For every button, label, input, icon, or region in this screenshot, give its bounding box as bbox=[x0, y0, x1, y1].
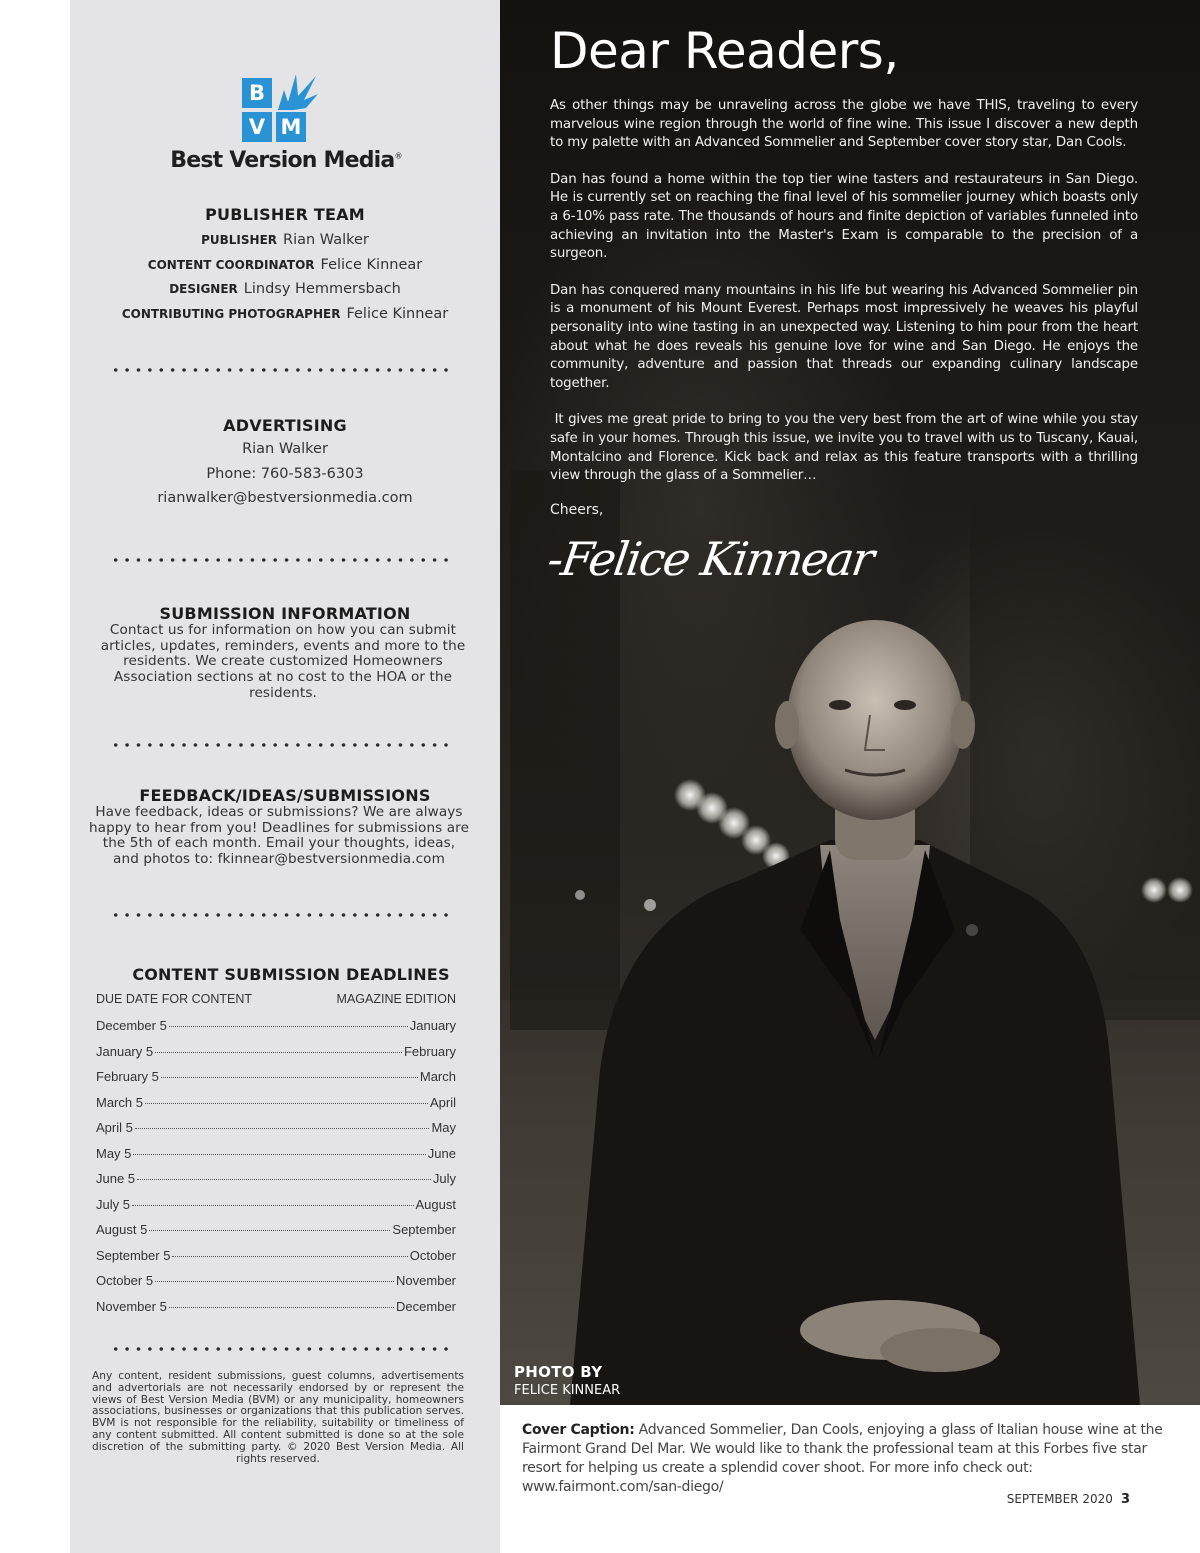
cover-caption-label: Cover Caption: bbox=[522, 1422, 635, 1438]
letter-paragraph: As other things may be unraveling across the globe we have THIS, traveling to every marvelous wine region through the world of fine wine. This issue I discover a new depth to my palette with an Advanced Sommelier and September cover story star, Dan Cools. bbox=[550, 98, 1138, 151]
deadline-due-date: July 5 bbox=[96, 1196, 130, 1212]
role-label: CONTRIBUTING PHOTOGRAPHER bbox=[121, 306, 341, 321]
dotted-divider bbox=[110, 1347, 452, 1351]
cover-photo bbox=[500, 0, 1200, 1405]
dot-leader bbox=[155, 1281, 394, 1282]
letter-paragraph: Dan has found a home within the top tier wine tasters and restaurateurs in San Diego. He is currently set on reaching the final level of his sommelier journey which boasts only a 6-10% pass rate. The thousands of hours and finite depiction of variables funneled into achieving an invitation into the Master's Exam is comparable to the precision of a surgeon. bbox=[550, 171, 1138, 262]
dot-leader bbox=[149, 1230, 390, 1231]
dotted-divider bbox=[110, 558, 452, 562]
editor-signature: -Felice Kinnear bbox=[544, 532, 876, 586]
page-number: 3 bbox=[1120, 1492, 1130, 1507]
trademark-symbol: ® bbox=[394, 151, 402, 161]
role-name: Felice Kinnear bbox=[346, 305, 449, 322]
dotted-divider bbox=[110, 368, 452, 372]
dot-leader bbox=[169, 1307, 394, 1308]
deadline-rows bbox=[96, 1018, 456, 1324]
disclaimer-text: Any content, resident submissions, guest columns, advertisements and advertorials are not necessarily endorsed by or represent the views of Best Version Media (BVM) or any municipality, homeowners associations, businesses or organizations that this publication serves. BVM is not responsible for the reliability, suitability or timeliness of any content submitted. All content submitted is done so at the sole discretion of the submitting party. © 2020 Best Version Media. All rights reserved. bbox=[92, 1370, 464, 1465]
deadlines-table bbox=[96, 992, 456, 1324]
deadline-edition: April bbox=[429, 1094, 456, 1110]
deadline-edition: December bbox=[396, 1298, 456, 1314]
letter-title: Dear Readers, bbox=[550, 22, 899, 80]
role-name: Felice Kinnear bbox=[320, 256, 423, 273]
role-designer bbox=[70, 277, 500, 302]
photo-credit-label: PHOTO BY bbox=[514, 1363, 603, 1381]
issue-date: SEPTEMBER 2020 bbox=[1006, 1492, 1113, 1506]
deadline-row bbox=[96, 1044, 456, 1070]
submission-info-heading: SUBMISSION INFORMATION bbox=[159, 604, 411, 623]
photo-credit bbox=[514, 1363, 620, 1398]
deadline-row bbox=[96, 1222, 456, 1248]
deadline-row bbox=[96, 1146, 456, 1172]
submission-info-text: Contact us for information on how you can submit articles, updates, reminders, events and more to the residents. We create customized Homeowners Association sections at no cost to the HOA or the residents. bbox=[100, 622, 466, 701]
submission-info-section bbox=[70, 604, 500, 702]
role-label: PUBLISHER bbox=[201, 233, 278, 247]
role-content-coordinator bbox=[70, 253, 500, 278]
letter-closing: Cheers, bbox=[550, 502, 604, 518]
dot-leader bbox=[172, 1256, 407, 1257]
logo-letter-b: B bbox=[242, 78, 272, 108]
logo-letter-v: V bbox=[242, 112, 272, 142]
publisher-team-section bbox=[70, 205, 500, 326]
deadline-edition: July bbox=[432, 1171, 456, 1186]
cover-caption bbox=[522, 1421, 1182, 1497]
deadline-due-date: April 5 bbox=[96, 1120, 133, 1135]
deadline-due-date: January 5 bbox=[96, 1043, 154, 1059]
dot-leader bbox=[132, 1205, 414, 1206]
advertising-heading: ADVERTISING bbox=[223, 416, 347, 435]
photo-credit-name: FELICE KINNEAR bbox=[514, 1383, 621, 1398]
deadlines-table-header bbox=[96, 992, 456, 1012]
dotted-divider bbox=[110, 913, 452, 917]
deadline-row bbox=[96, 1018, 456, 1044]
letter-paragraph: It gives me great pride to bring to you the very best from the art of wine while you stay safe in your homes. Through this issue, we invite you to travel with us to Tuscany, Kauai, Montalcino and Florence. Kick back and relax as this feature transports with a thrilling view through the glass of a Sommelier… bbox=[550, 412, 1143, 484]
edition-column-header: MAGAZINE EDITION bbox=[336, 992, 456, 1006]
dot-leader bbox=[137, 1179, 431, 1180]
deadline-edition: February bbox=[403, 1043, 456, 1059]
advertising-section bbox=[70, 416, 500, 511]
advertising-email-link[interactable]: rianwalker@bestversionmedia.com bbox=[157, 490, 413, 506]
deadline-row bbox=[96, 1248, 456, 1274]
role-name: Rian Walker bbox=[283, 232, 369, 248]
deadline-edition: October bbox=[409, 1247, 456, 1263]
deadline-edition: January bbox=[409, 1018, 456, 1033]
logo-wordmark bbox=[166, 148, 406, 173]
role-contributing-photographer bbox=[70, 302, 500, 327]
starburst-icon bbox=[274, 72, 318, 112]
wordmark-text: Best Version Media bbox=[170, 148, 395, 173]
deadline-row bbox=[96, 1120, 456, 1146]
deadline-row bbox=[96, 1273, 456, 1299]
deadline-edition: August bbox=[415, 1196, 456, 1212]
deadline-edition: September bbox=[392, 1222, 456, 1237]
dot-leader bbox=[145, 1103, 428, 1104]
bvm-logo bbox=[166, 72, 406, 182]
deadline-due-date: February 5 bbox=[96, 1069, 159, 1084]
feedback-section bbox=[70, 786, 500, 868]
due-date-column-header: DUE DATE FOR CONTENT bbox=[96, 992, 253, 1006]
deadlines-heading-block bbox=[70, 965, 500, 984]
deadline-edition: March bbox=[419, 1069, 456, 1084]
deadline-due-date: June 5 bbox=[96, 1171, 136, 1186]
deadline-edition: June bbox=[427, 1145, 456, 1161]
page-folio bbox=[1007, 1492, 1130, 1507]
role-label: CONTENT COORDINATOR bbox=[147, 257, 315, 272]
deadline-row bbox=[96, 1095, 456, 1121]
letter-paragraph: Dan has conquered many mountains in his life but wearing his Advanced Sommelier pin is a monument of his Mount Everest. Perhaps most impressively he weaves his playful personality into wine tasting in an unexpected way. Listening to him pour from the heart about what he does reveals his genuine love for wine and San Diego. He enjoys the community, adventure and passion that threads our expanding culinary landscape together. bbox=[550, 282, 1138, 392]
role-name: Lindsy Hemmersbach bbox=[243, 281, 401, 297]
dot-leader bbox=[169, 1026, 408, 1027]
dot-leader bbox=[135, 1128, 430, 1129]
role-publisher bbox=[70, 228, 500, 253]
deadline-due-date: September 5 bbox=[96, 1247, 171, 1263]
deadline-due-date: October 5 bbox=[96, 1273, 154, 1288]
deadline-row bbox=[96, 1197, 456, 1223]
deadline-due-date: May 5 bbox=[96, 1145, 132, 1161]
deadline-edition: November bbox=[396, 1273, 456, 1288]
deadline-due-date: March 5 bbox=[96, 1094, 143, 1110]
deadline-due-date: December 5 bbox=[96, 1018, 167, 1033]
role-label: DESIGNER bbox=[169, 282, 238, 296]
letter-body bbox=[550, 97, 1143, 504]
feedback-text: Have feedback, ideas or submissions? We are always happy to hear from you! Deadlines for submissions are the 5th of each month. Email your thoughts, ideas, and photos to: fkinnear@bestversionmedia.com bbox=[88, 804, 470, 868]
deadlines-heading: CONTENT SUBMISSION DEADLINES bbox=[132, 965, 450, 984]
advertising-contact-name: Rian Walker bbox=[242, 441, 328, 457]
deadline-row bbox=[96, 1171, 456, 1197]
dot-leader bbox=[133, 1154, 425, 1155]
deadline-due-date: November 5 bbox=[96, 1298, 167, 1314]
deadline-row bbox=[96, 1299, 456, 1325]
logo-letter-m: M bbox=[276, 112, 306, 142]
feedback-heading: FEEDBACK/IDEAS/SUBMISSIONS bbox=[139, 786, 431, 805]
publisher-team-heading: PUBLISHER TEAM bbox=[205, 205, 365, 224]
dot-leader bbox=[161, 1077, 418, 1078]
dot-leader bbox=[155, 1052, 402, 1053]
advertising-phone: Phone: 760-583-6303 bbox=[206, 465, 364, 482]
masthead-sidebar bbox=[70, 0, 500, 1553]
dotted-divider bbox=[110, 743, 452, 747]
deadline-edition: May bbox=[431, 1120, 456, 1135]
deadline-row bbox=[96, 1069, 456, 1095]
deadline-due-date: August 5 bbox=[96, 1222, 148, 1237]
cover-caption-text: Advanced Sommelier, Dan Cools, enjoying a glass of Italian house wine at the Fairmont Grand Del Mar. We would like to thank the professional team at this Forbes five star resort for helping us create a splendid cover shoot. For more info check out: www.fairmont.com/san-diego/ bbox=[522, 1422, 1163, 1495]
